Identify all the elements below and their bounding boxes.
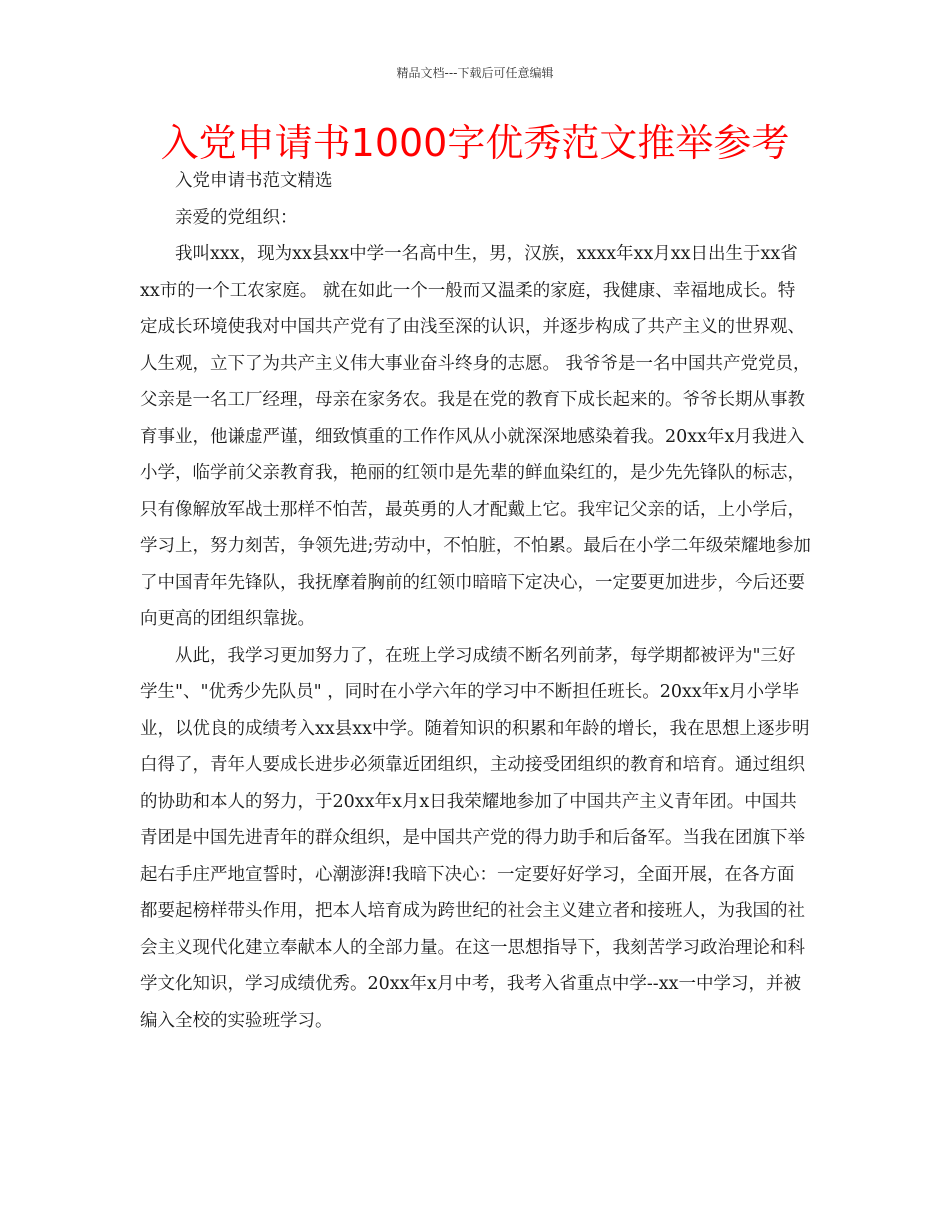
document-body	[140, 163, 812, 1039]
paragraph-2: 从此，我学习更加努力了，在班上学习成绩不断名列前茅，每学期都被评为"三好学生"、"优秀少先队员" ，同时在小学六年的学习中不断担任班长。20xx年x月小学毕业，以优良的成绩考入xx县xx中学。随着知识的积累和年龄的增长，我在思想上逐步明白得了，青年人要成长进步必须靠近团组织，主动接受团组织的教育和培育。通过组织的协助和本人的努力，于20xx年x月x日我荣耀地参加了中国共产主义青年团。中国共青团是中国先进青年的群众组织，是中国共产党的得力助手和后备军。当我在团旗下举起右手庄严地宣誓时，心潮澎湃!我暗下决心：一定要好好学习，全面开展，在各方面都要起榜样带头作用，把本人培育成为跨世纪的社会主义建立者和接班人，为我国的社会主义现代化建立奉献本人的全部力量。在这一思想指导下，我刻苦学习政治理论和科学文化知识，学习成绩优秀。20xx年x月中考，我考入省重点中学--xx一中学习，并被编入全校的实验班学习。	[140, 645, 810, 1031]
document-subtitle: 入党申请书范文精选	[175, 171, 333, 191]
document-title: 入党申请书1000字优秀范文推举参考	[160, 121, 790, 165]
header-note: 精品文档---下载后可任意编辑	[396, 66, 554, 80]
salutation: 亲爱的党组织：	[175, 207, 298, 228]
paragraph-1: 我叫xxx，现为xx县xx中学一名高中生，男，汉族，xxxx年xx月xx日出生于xx省xx市的一个工农家庭。 就在如此一个一般而又温柔的家庭，我健康、幸福地成长。特定成长环境使我对中国共产党有了由浅至深的认识，并逐步构成了共产主义的世界观、人生观，立下了为共产主义伟大事业奋斗终身的志愿。 我爷爷是一名中国共产党党员，父亲是一名工厂经理，母亲在家务农。我是在党的教育下成长起来的。爷爷长期从事教育事业，他谦虚严谨，细致慎重的工作作风从小就深深地感染着我。20xx年x月我进入小学，临学前父亲教育我，艳丽的红领巾是先辈的鲜血染红的，是少先先锋队的标志，只有像解放军战士那样不怕苦，最英勇的人才配戴上它。我牢记父亲的话，上小学后，学习上，努力刻苦，争领先进;劳动中，不怕脏，不怕累。最后在小学二年级荣耀地参加了中国青年先锋队，我抚摩着胸前的红领巾暗暗下定决心，一定要更加进步，今后还要向更高的团组织靠拢。	[140, 244, 811, 629]
